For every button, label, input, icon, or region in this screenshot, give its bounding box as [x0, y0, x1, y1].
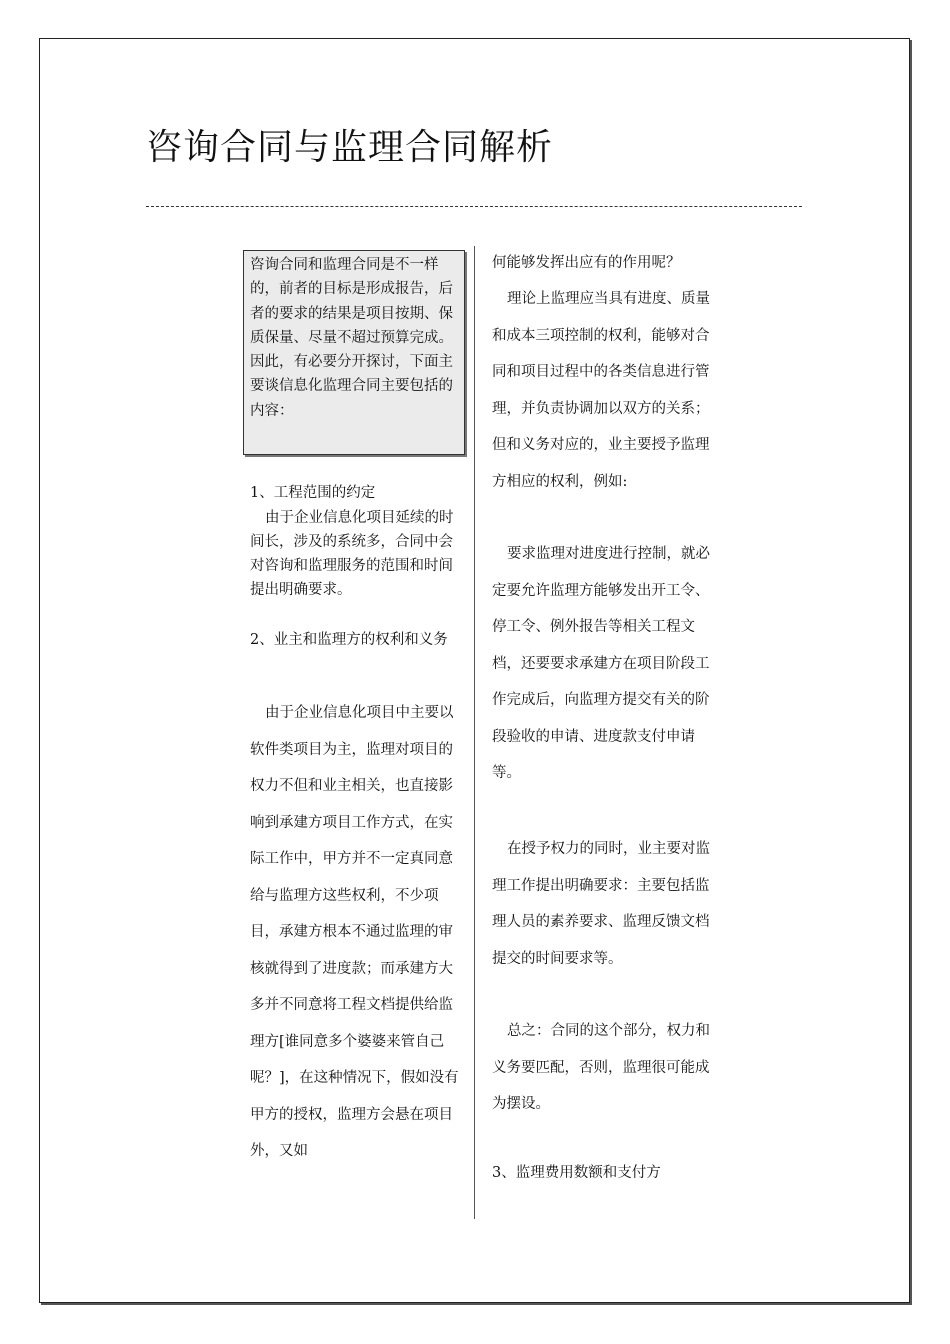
right-col-paragraph-3: 在授予权力的同时，业主要对监理工作提出明确要求：主要包括监理人员的素养要求、监理反馈文档提交的时间要求等。: [492, 841, 710, 967]
right-col-paragraph-1: 理论上监理应当具有进度、质量和成本三项控制的权利，能够对合同和项目过程中的各类信息进行管理，并负责协调加以双方的关系；但和义务对应的，业主要授予监理方相应的权利，例如:: [492, 291, 710, 490]
section-2-heading: 2、业主和监理方的权利和义务: [250, 632, 448, 648]
dashed-divider: [146, 206, 802, 207]
right-col-paragraph-4: 总之：合同的这个部分，权力和义务要匹配，否则，监理很可能成为摆设。: [492, 1023, 710, 1112]
section-1-body: 由于企业信息化项目延续的时间长，涉及的系统多，合同中会对咨询和监理服务的范围和时间提出明确要求。: [250, 510, 454, 598]
intro-callout-box: 咨询合同和监理合同是不一样的，前者的目标是形成报告，后者的要求的结果是项目按期、保质保量、尽量不超过预算完成。因此，有必要分开探讨，下面主要谈信息化监理合同主要包括的内容：: [243, 250, 465, 455]
section-3-heading: 3、监理费用数额和支付方: [492, 1165, 661, 1181]
section-1-heading: 1、工程范围的约定: [250, 485, 376, 501]
right-col-continuation: 何能够发挥出应有的作用呢？: [492, 255, 681, 271]
right-col-paragraph-2: 要求监理对进度进行控制，就必定要允许监理方能够发出开工令、停工令、例外报告等相关工程文档，还要要求承建方在项目阶段工作完成后，向监理方提交有关的阶段验收的申请、进度款支付申请等。: [492, 546, 710, 781]
section-2-body: 由于企业信息化项目中主要以软件类项目为主，监理对项目的权力不但和业主相关，也直接影响到承建方项目工作方式，在实际工作中，甲方并不一定真同意给与监理方这些权利，不少项目，承建方根本不通过监理的审核就得到了进度款；而承建方大多并不同意将工程文档提供给监理方[谁同意多个婆婆来管自己呢？]，在这种情况下，假如没有甲方的授权，监理方会悬在项目外，又如: [250, 705, 459, 1159]
column-divider: [474, 246, 475, 1219]
page-title: 咨询合同与监理合同解析: [146, 127, 554, 168]
